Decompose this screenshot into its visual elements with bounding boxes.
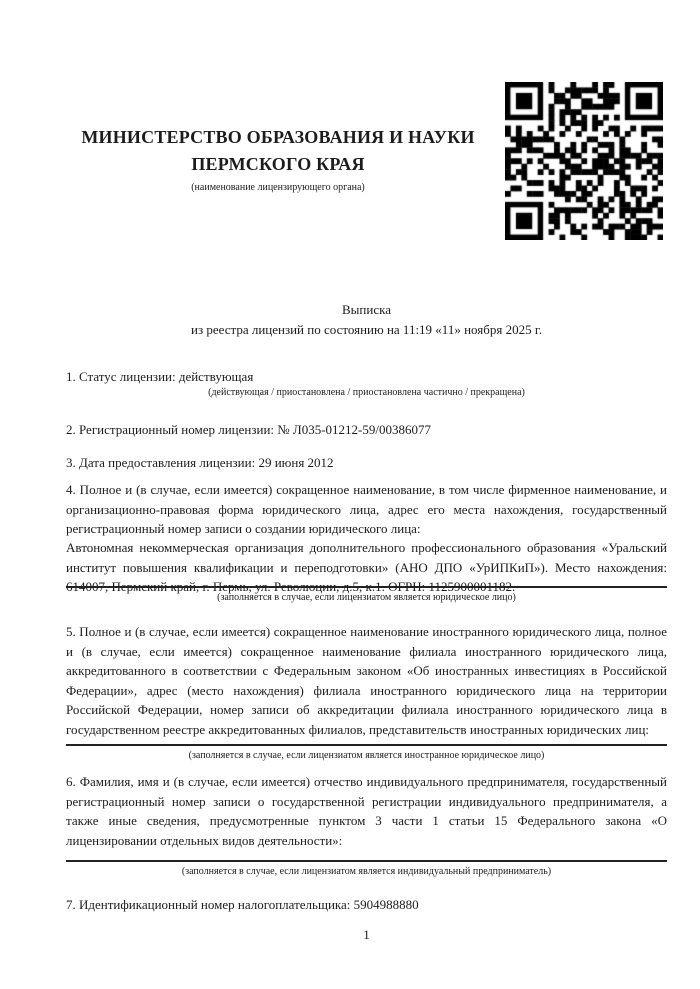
item-6-field-divider: [66, 860, 667, 862]
document-title: Выписка: [342, 302, 391, 317]
document-subtitle: из реестра лицензий по состоянию на 11:19 «11» ноября 2025 г.: [191, 322, 542, 337]
item-6-entrepreneur-label: 6. Фамилия, имя и (в случае, если имеется) отчество индивидуального предпринимателя, государственный регистрационный номер записи о государственной регистрации индивидуального предпринимателя, а также иные сведения, предусмотренные пунктом 3 части 1 статьи 15 Федерального закона «О лицензировании отдельных видов деятельности»:: [66, 774, 667, 848]
item-4-legal-entity-label: 4. Полное и (в случае, если имеется) сокращенное наименование, в том числе фирменное наименование, и организационно-правовая форма юридического лица, адрес его места нахождения, государственный регистрационный номер записи о создании юридического лица:: [66, 482, 667, 536]
document-title-block: [66, 300, 667, 340]
item-5-fill-note: (заполняется в случае, если лицензиатом является иностранное юридическое лицо): [188, 750, 545, 761]
item-5-foreign-entity-label: 5. Полное и (в случае, если имеется) сокращенное наименование иностранного юридического лица, полное и (в случае, если имеется) сокращенное наименование филиала иностранного юридического лица, аккредитованного в соответствии с Федеральным законом «Об иностранных инвестициях в Российской Федерации», адрес (место нахождения) филиала иностранного юридического лица на территории Российской Федерации, номер записи об аккредитации филиала иностранного юридического лица в государственном реестре аккредитованных филиалов, представительств иностранных юридических лиц:: [66, 624, 667, 737]
item-5-field-divider: [66, 744, 667, 746]
item-1-status-options-note: (действующая / приостановлена / приостановлена частично / прекращена): [208, 387, 525, 398]
qr-code-icon: [505, 82, 663, 240]
item-3-grant-date: 3. Дата предоставления лицензии: 29 июня 2012: [66, 455, 334, 470]
item-2-registration-number: 2. Регистрационный номер лицензии: № Л035-01212-59/00386077: [66, 422, 432, 437]
item-6-fill-note: (заполняется в случае, если лицензиатом является индивидуальный предприниматель): [181, 866, 552, 877]
item-4-field-divider: [66, 586, 667, 588]
page-number: 1: [363, 927, 370, 942]
item-4-legal-entity-value: Автономная некоммерческая организация дополнительного профессионального образования «Уральский институт повышения квалификации и переподготовки» (АНО ДПО «УрИПКиП»). Место нахождения: 614007, Пермский край, г. Пермь, ул. Революции, д.5, к.1. ОГРН: 1125900001182.: [66, 540, 667, 594]
header-block: [66, 124, 490, 194]
item-7-taxpayer-id: 7. Идентификационный номер налогоплательщика: 5904988880: [66, 897, 419, 912]
ministry-name: МИНИСТЕРСТВО ОБРАЗОВАНИЯ И НАУКИ ПЕРМСКОГО КРАЯ: [81, 127, 475, 174]
item-1-license-status: 1. Статус лицензии: действующая: [66, 369, 254, 384]
licensing-authority-note: (наименование лицензирующего органа): [191, 182, 365, 193]
item-4-fill-note: (заполняется в случае, если лицензиатом является юридическое лицо): [217, 592, 516, 603]
